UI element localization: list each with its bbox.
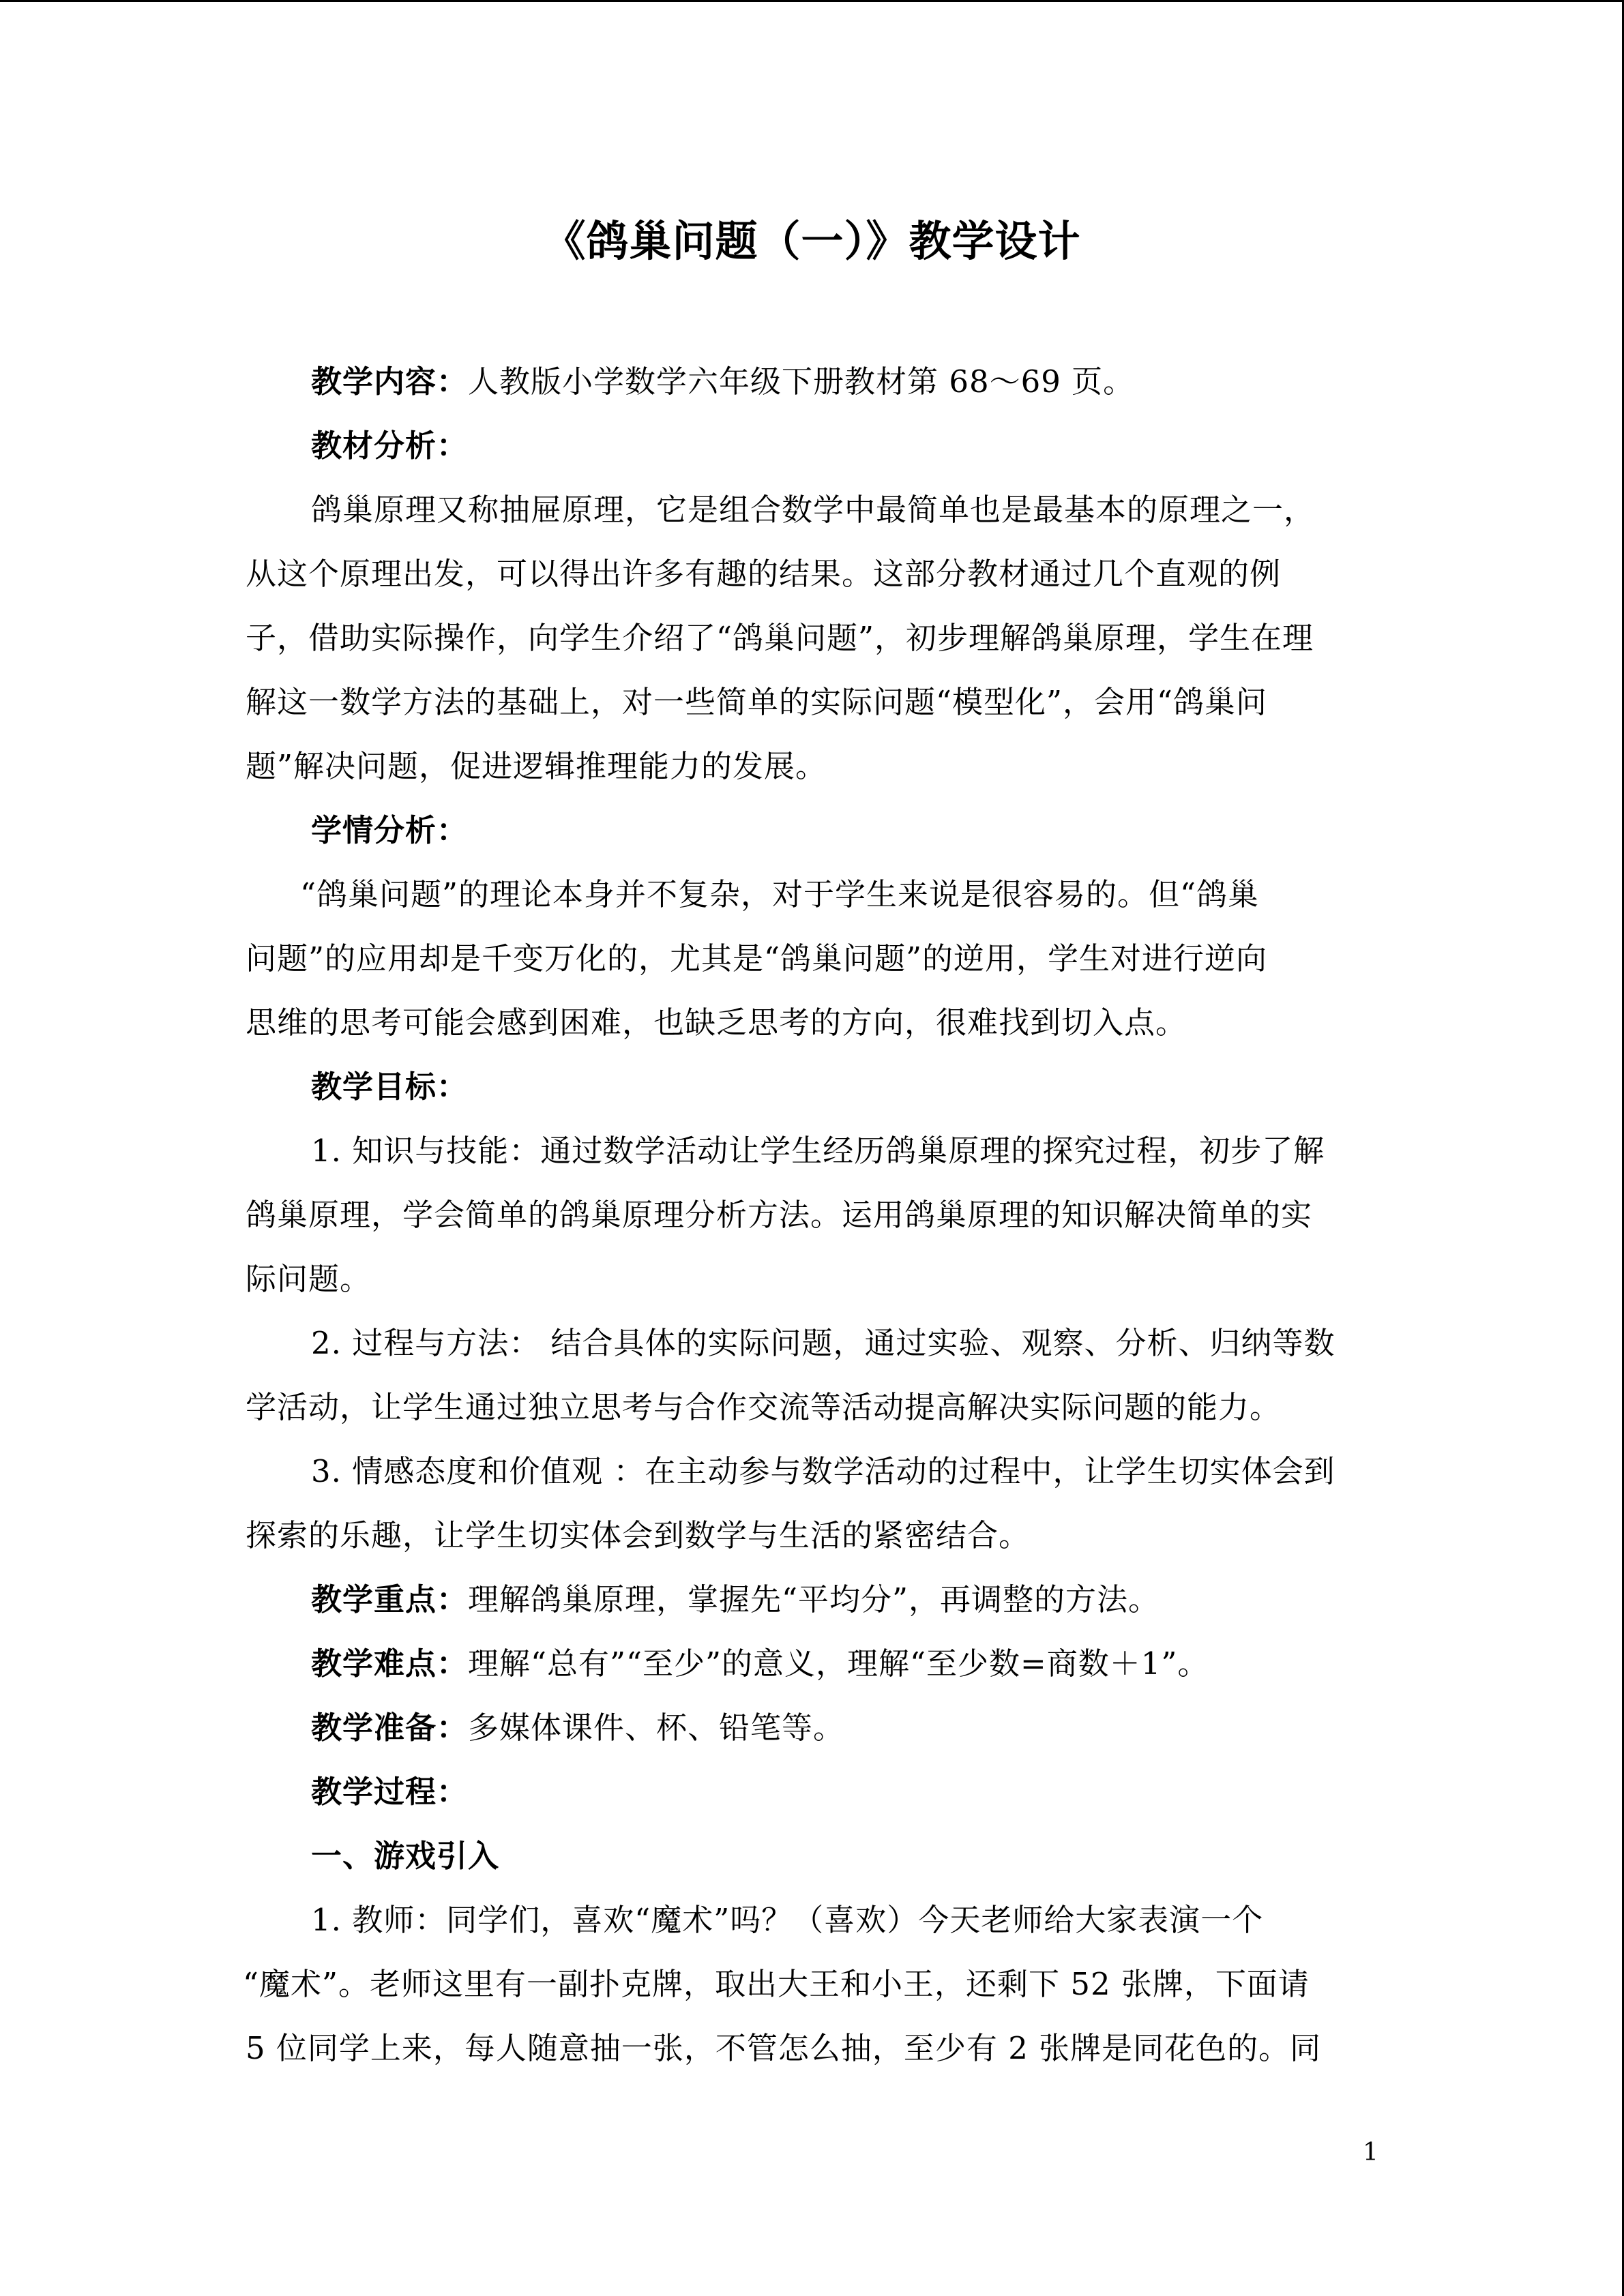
goal-line: 1. 知识与技能：通过数学活动让学生经历鸽巢原理的探究过程，初步了解 xyxy=(311,1133,1325,1169)
analysis-line: 题”解决问题，促进逻辑推理能力的发展。 xyxy=(246,748,827,784)
game-line: “魔术”。老师这里有一副扑克牌，取出大王和小王，还剩下 52 张牌，下面请 xyxy=(243,1966,1310,2002)
teaching-focus-label: 教学重点： xyxy=(311,1581,469,1617)
teaching-difficulty-text: 理解“总有”“至少”的意义，理解“至少数=商数＋1”。 xyxy=(468,1645,1209,1682)
section-heading-game-intro: 一、游戏引入 xyxy=(311,1838,500,1874)
analysis-heading: 教材分析： xyxy=(311,428,469,464)
teaching-content-text: 人教版小学数学六年级下册教材第 68～69 页。 xyxy=(468,363,1135,400)
student-analysis-line: 问题”的应用却是千变万化的，尤其是“鸽巢问题”的逆用，学生对进行逆向 xyxy=(246,940,1268,976)
page-title: 《鸽巢问题（一）》教学设计 xyxy=(543,216,1081,266)
analysis-line: 解这一数学方法的基础上，对一些简单的实际问题“模型化”，会用“鸽巢问 xyxy=(246,684,1268,720)
game-line: 5 位同学上来，每人随意抽一张，不管怎么抽，至少有 2 张牌是同花色的。同 xyxy=(246,2030,1322,2066)
teaching-preparation xyxy=(311,1696,844,1760)
teaching-content xyxy=(311,350,1134,414)
teaching-preparation-label: 教学准备： xyxy=(311,1710,469,1746)
teaching-content-label: 教学内容： xyxy=(311,363,469,400)
teaching-focus-text: 理解鸽巢原理，掌握先“平均分”，再调整的方法。 xyxy=(468,1581,1160,1617)
analysis-line: 子，借助实际操作，向学生介绍了“鸽巢问题”，初步理解鸽巢原理，学生在理 xyxy=(246,620,1314,656)
page-number: 1 xyxy=(1363,2138,1378,2166)
goal-line: 学活动，让学生通过独立思考与合作交流等活动提高解决实际问题的能力。 xyxy=(246,1389,1282,1425)
teaching-goals-heading: 教学目标： xyxy=(311,1069,469,1105)
teaching-difficulty xyxy=(311,1632,1209,1696)
teaching-process-heading: 教学过程： xyxy=(311,1774,469,1810)
teaching-difficulty-label: 教学难点： xyxy=(311,1645,469,1682)
analysis-line: 鸽巢原理又称抽屉原理，它是组合数学中最简单也是最基本的原理之一， xyxy=(311,492,1316,528)
goal-line: 2. 过程与方法： 结合具体的实际问题，通过实验、观察、分析、归纳等数 xyxy=(311,1325,1335,1361)
teaching-focus xyxy=(311,1568,1160,1632)
student-analysis-heading: 学情分析： xyxy=(311,812,469,848)
goal-line: 探索的乐趣，让学生切实体会到数学与生活的紧密结合。 xyxy=(246,1517,1031,1553)
game-line: 1. 教师：同学们，喜欢“魔术”吗？（喜欢）今天老师给大家表演一个 xyxy=(311,1902,1264,1938)
goal-line: 3. 情感态度和价值观 ：在主动参与数学活动的过程中，让学生切实体会到 xyxy=(311,1453,1335,1489)
goal-line: 鸽巢原理，学会简单的鸽巢原理分析方法。运用鸽巢原理的知识解决简单的实 xyxy=(246,1197,1313,1233)
goal-line: 际问题。 xyxy=(246,1261,372,1297)
student-analysis-line: 思维的思考可能会感到困难，也缺乏思考的方向，很难找到切入点。 xyxy=(246,1004,1187,1041)
analysis-line: 从这个原理出发，可以得出许多有趣的结果。这部分教材通过几个直观的例 xyxy=(246,556,1282,592)
teaching-preparation-text: 多媒体课件、杯、铅笔等。 xyxy=(468,1710,845,1746)
student-analysis-line: “鸽巢问题”的理论本身并不复杂，对于学生来说是很容易的。但“鸽巢 xyxy=(300,876,1260,912)
